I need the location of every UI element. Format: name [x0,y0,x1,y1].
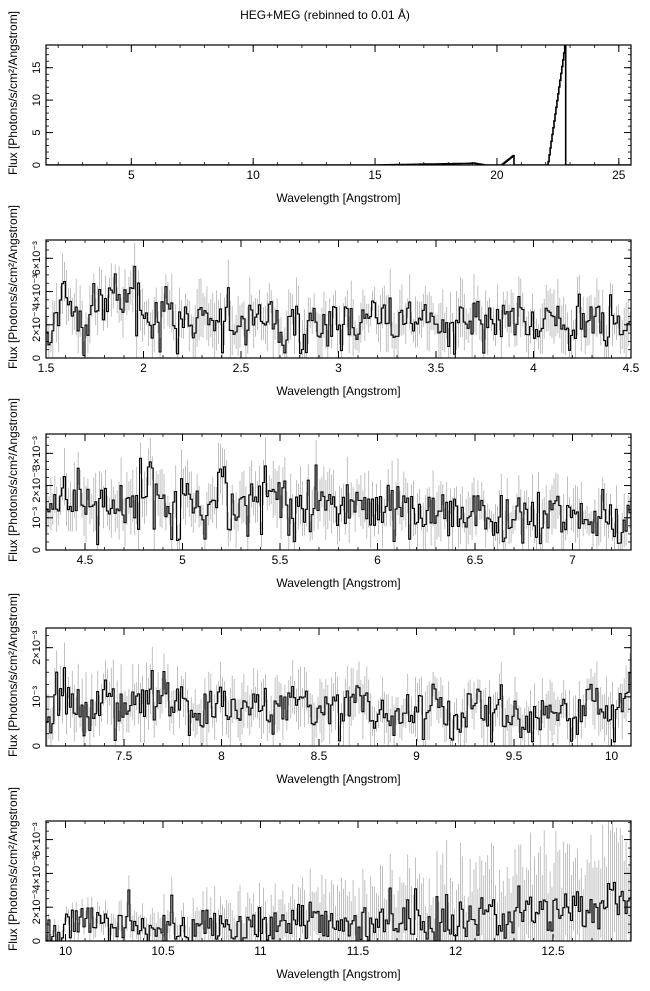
x-axis-label: Wavelength [Angstrom] [276,576,401,590]
x-tick-label: 2 [140,361,147,375]
y-tick-label: 10 [31,94,43,107]
y-tick-label: 2×10⁻³ [31,890,43,925]
x-tick-label: 15 [368,168,382,182]
y-tick-label: 2×10⁻³ [31,630,43,665]
plot-frame [46,45,631,165]
x-axis-label: Wavelength [Angstrom] [276,191,401,205]
x-tick-label: 11.5 [346,944,370,958]
y-tick-label: 10⁻³ [31,506,43,529]
series-line [46,668,631,742]
y-tick-label: 4×10⁻³ [31,274,43,309]
x-tick-label: 8 [218,749,225,763]
x-tick-label: 1.5 [37,361,55,375]
y-tick-label: 0 [31,161,43,169]
series-line [46,46,631,165]
plot-area [46,243,631,358]
x-tick-label: 3 [335,361,342,375]
panel-4 [6,593,631,786]
y-tick-label: 2×10⁻³ [31,468,43,503]
x-tick-label: 25 [612,168,626,182]
series-line [46,266,631,355]
y-tick-label: 2×10⁻³ [31,307,43,342]
x-tick-label: 3.5 [427,361,445,375]
y-tick-label: 4×10⁻³ [31,856,43,891]
y-axis-label: Flux [Photons/s/cm²/Angstrom] [6,10,20,176]
plot-area [46,643,631,747]
x-tick-label: 5.5 [271,553,289,567]
y-tick-label: 5 [31,129,43,136]
plot-frame [46,240,631,358]
x-tick-label: 6 [374,553,381,567]
error-bars [47,243,630,358]
figure-title: HEG+MEG (rebinned to 0.01 Å) [240,8,410,22]
x-tick-label: 4.5 [622,361,640,375]
series-line [46,458,631,544]
x-tick-label: 12 [448,944,463,958]
plot-area [46,46,631,165]
x-tick-label: 10 [246,168,260,182]
plot-area [46,806,631,941]
x-tick-label: 20 [490,168,504,182]
panel-1 [6,11,631,205]
series-line [46,882,631,941]
y-tick-label: 15 [31,61,43,74]
y-tick-label: 0 [31,546,43,554]
x-tick-label: 11 [254,944,267,958]
x-tick-label: 2.5 [232,361,250,375]
y-axis-label: Flux [Photons/s/cm²/Angstrom] [6,397,20,563]
x-tick-label: 4 [530,361,537,375]
panel-2 [6,205,640,398]
panel-5 [6,787,631,981]
x-tick-label: 7.5 [115,749,133,763]
x-tick-label: 8.5 [310,749,328,763]
x-tick-label: 4.5 [76,553,94,567]
y-tick-label: 3×10⁻³ [31,436,43,471]
x-tick-label: 7 [569,553,576,567]
y-axis-label: Flux [Photons/s/cm²/Angstrom] [6,592,20,758]
y-tick-label: 0 [31,937,43,945]
x-tick-label: 12.5 [541,944,565,958]
y-axis-label: Flux [Photons/s/cm²/Angstrom] [6,786,20,952]
x-axis-label: Wavelength [Angstrom] [276,772,401,786]
y-tick-label: 10⁻³ [31,685,43,708]
panel-3 [6,398,631,590]
x-tick-label: 10 [58,944,73,958]
x-tick-label: 5 [179,553,186,567]
x-tick-label: 9 [413,749,420,763]
x-tick-label: 9.5 [505,749,523,763]
plot-area [46,437,631,550]
x-tick-label: 10 [604,749,619,763]
x-tick-label: 6.5 [466,553,484,567]
y-tick-label: 0 [31,742,43,750]
y-tick-label: 6×10⁻³ [31,241,43,276]
x-tick-label: 10.5 [151,944,175,958]
x-axis-label: Wavelength [Angstrom] [276,384,401,398]
x-tick-label: 5 [127,168,135,182]
y-tick-label: 6×10⁻³ [31,822,43,857]
x-axis-label: Wavelength [Angstrom] [276,967,401,981]
y-axis-label: Flux [Photons/s/cm²/Angstrom] [6,204,20,370]
error-bars [47,437,630,550]
plot-frame [46,434,631,550]
y-tick-label: 0 [31,354,43,362]
